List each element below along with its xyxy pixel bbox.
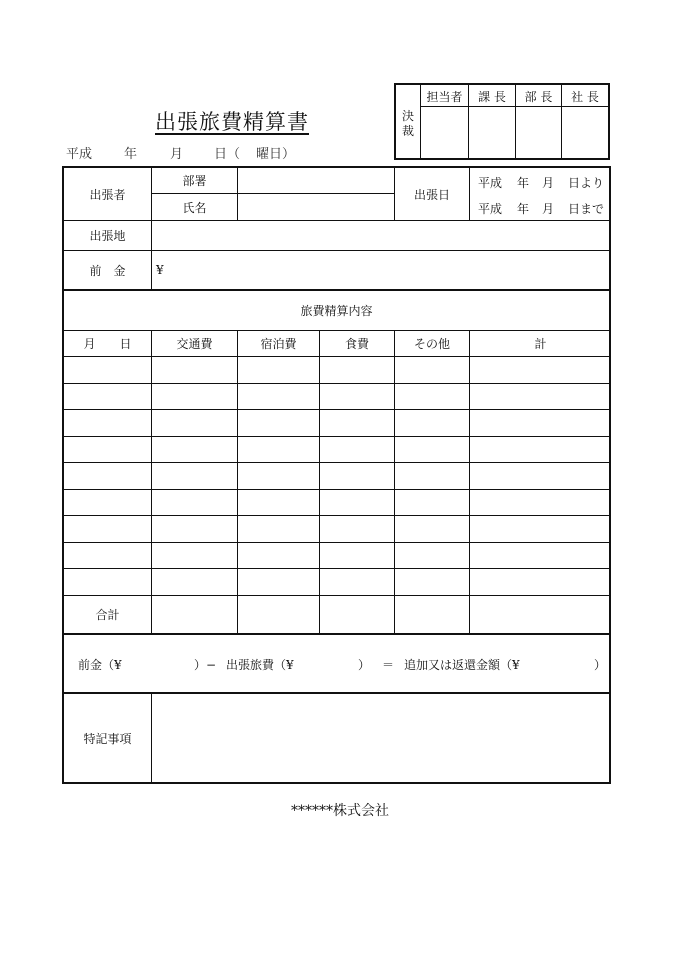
table-row[interactable] (64, 357, 611, 383)
table-row[interactable] (64, 569, 611, 595)
column-date: 月 日 (83, 337, 132, 351)
table-row[interactable] (64, 384, 611, 409)
approval-role-staff: 担当者 (426, 89, 463, 104)
approval-label: 決 裁 (401, 109, 414, 138)
destination-label: 出張地 (89, 229, 126, 243)
date-year: 年 (124, 147, 138, 162)
traveler-label: 出張者 (89, 187, 126, 202)
settlement-refund: 追加又は返還金額（¥ (404, 658, 520, 672)
settlement-equals: ＝ (382, 658, 395, 672)
date-day: 日（ (214, 147, 241, 162)
company-name: ******株式会社 (291, 803, 389, 819)
advance-yen: ¥ (156, 263, 164, 277)
column-lodging: 宿泊費 (260, 337, 297, 351)
settlement-expenses: 出張旅費（¥ (226, 658, 294, 672)
settlement-minus: ）− (194, 658, 217, 672)
approval-role-manager: 部 長 (524, 89, 553, 104)
table-row[interactable] (64, 516, 611, 542)
name-label: 氏名 (182, 200, 207, 215)
date-from-field[interactable]: 平成 年 月 日より (478, 176, 605, 190)
date-month: 月 (170, 147, 184, 162)
total-label: 合計 (95, 608, 120, 622)
name-field[interactable] (238, 194, 394, 220)
document-title: 出張旅費精算書 (155, 110, 309, 134)
settlement-line (64, 635, 611, 692)
approval-stamp-president[interactable] (562, 107, 608, 158)
table-row[interactable] (64, 463, 611, 489)
column-total: 計 (534, 337, 547, 351)
table-row[interactable] (64, 410, 611, 436)
trip-date-label: 出張日 (413, 187, 450, 202)
notes-field[interactable] (152, 694, 611, 782)
table-row[interactable] (64, 490, 611, 515)
expense-form (62, 166, 611, 784)
approval-role-section-chief: 課 長 (478, 89, 506, 104)
department-field[interactable] (238, 168, 394, 193)
approval-box (394, 83, 610, 160)
column-meals: 食費 (344, 337, 369, 351)
date-weekday: 曜日） (256, 147, 296, 162)
column-transport: 交通費 (176, 337, 213, 351)
advance-label: 前 金 (89, 263, 126, 278)
notes-label: 特記事項 (83, 731, 132, 746)
approval-role-president: 社 長 (571, 89, 599, 104)
section-title: 旅費精算内容 (300, 304, 373, 318)
table-row[interactable] (64, 543, 611, 568)
date-to-field[interactable]: 平成 年 月 日まで (478, 202, 605, 216)
table-row[interactable] (64, 437, 611, 462)
settlement-end: ） (594, 658, 607, 672)
column-other: その他 (413, 337, 450, 351)
approval-stamp-section-chief[interactable] (469, 107, 515, 158)
date-era: 平成 (66, 147, 93, 162)
approval-stamp-staff[interactable] (421, 107, 468, 158)
destination-field[interactable] (152, 221, 611, 250)
settlement-advance: 前金（¥ (78, 658, 122, 672)
settlement-close: ） (358, 658, 371, 672)
advance-field[interactable] (152, 251, 611, 289)
approval-stamp-manager[interactable] (516, 107, 561, 158)
department-label: 部署 (182, 174, 207, 188)
